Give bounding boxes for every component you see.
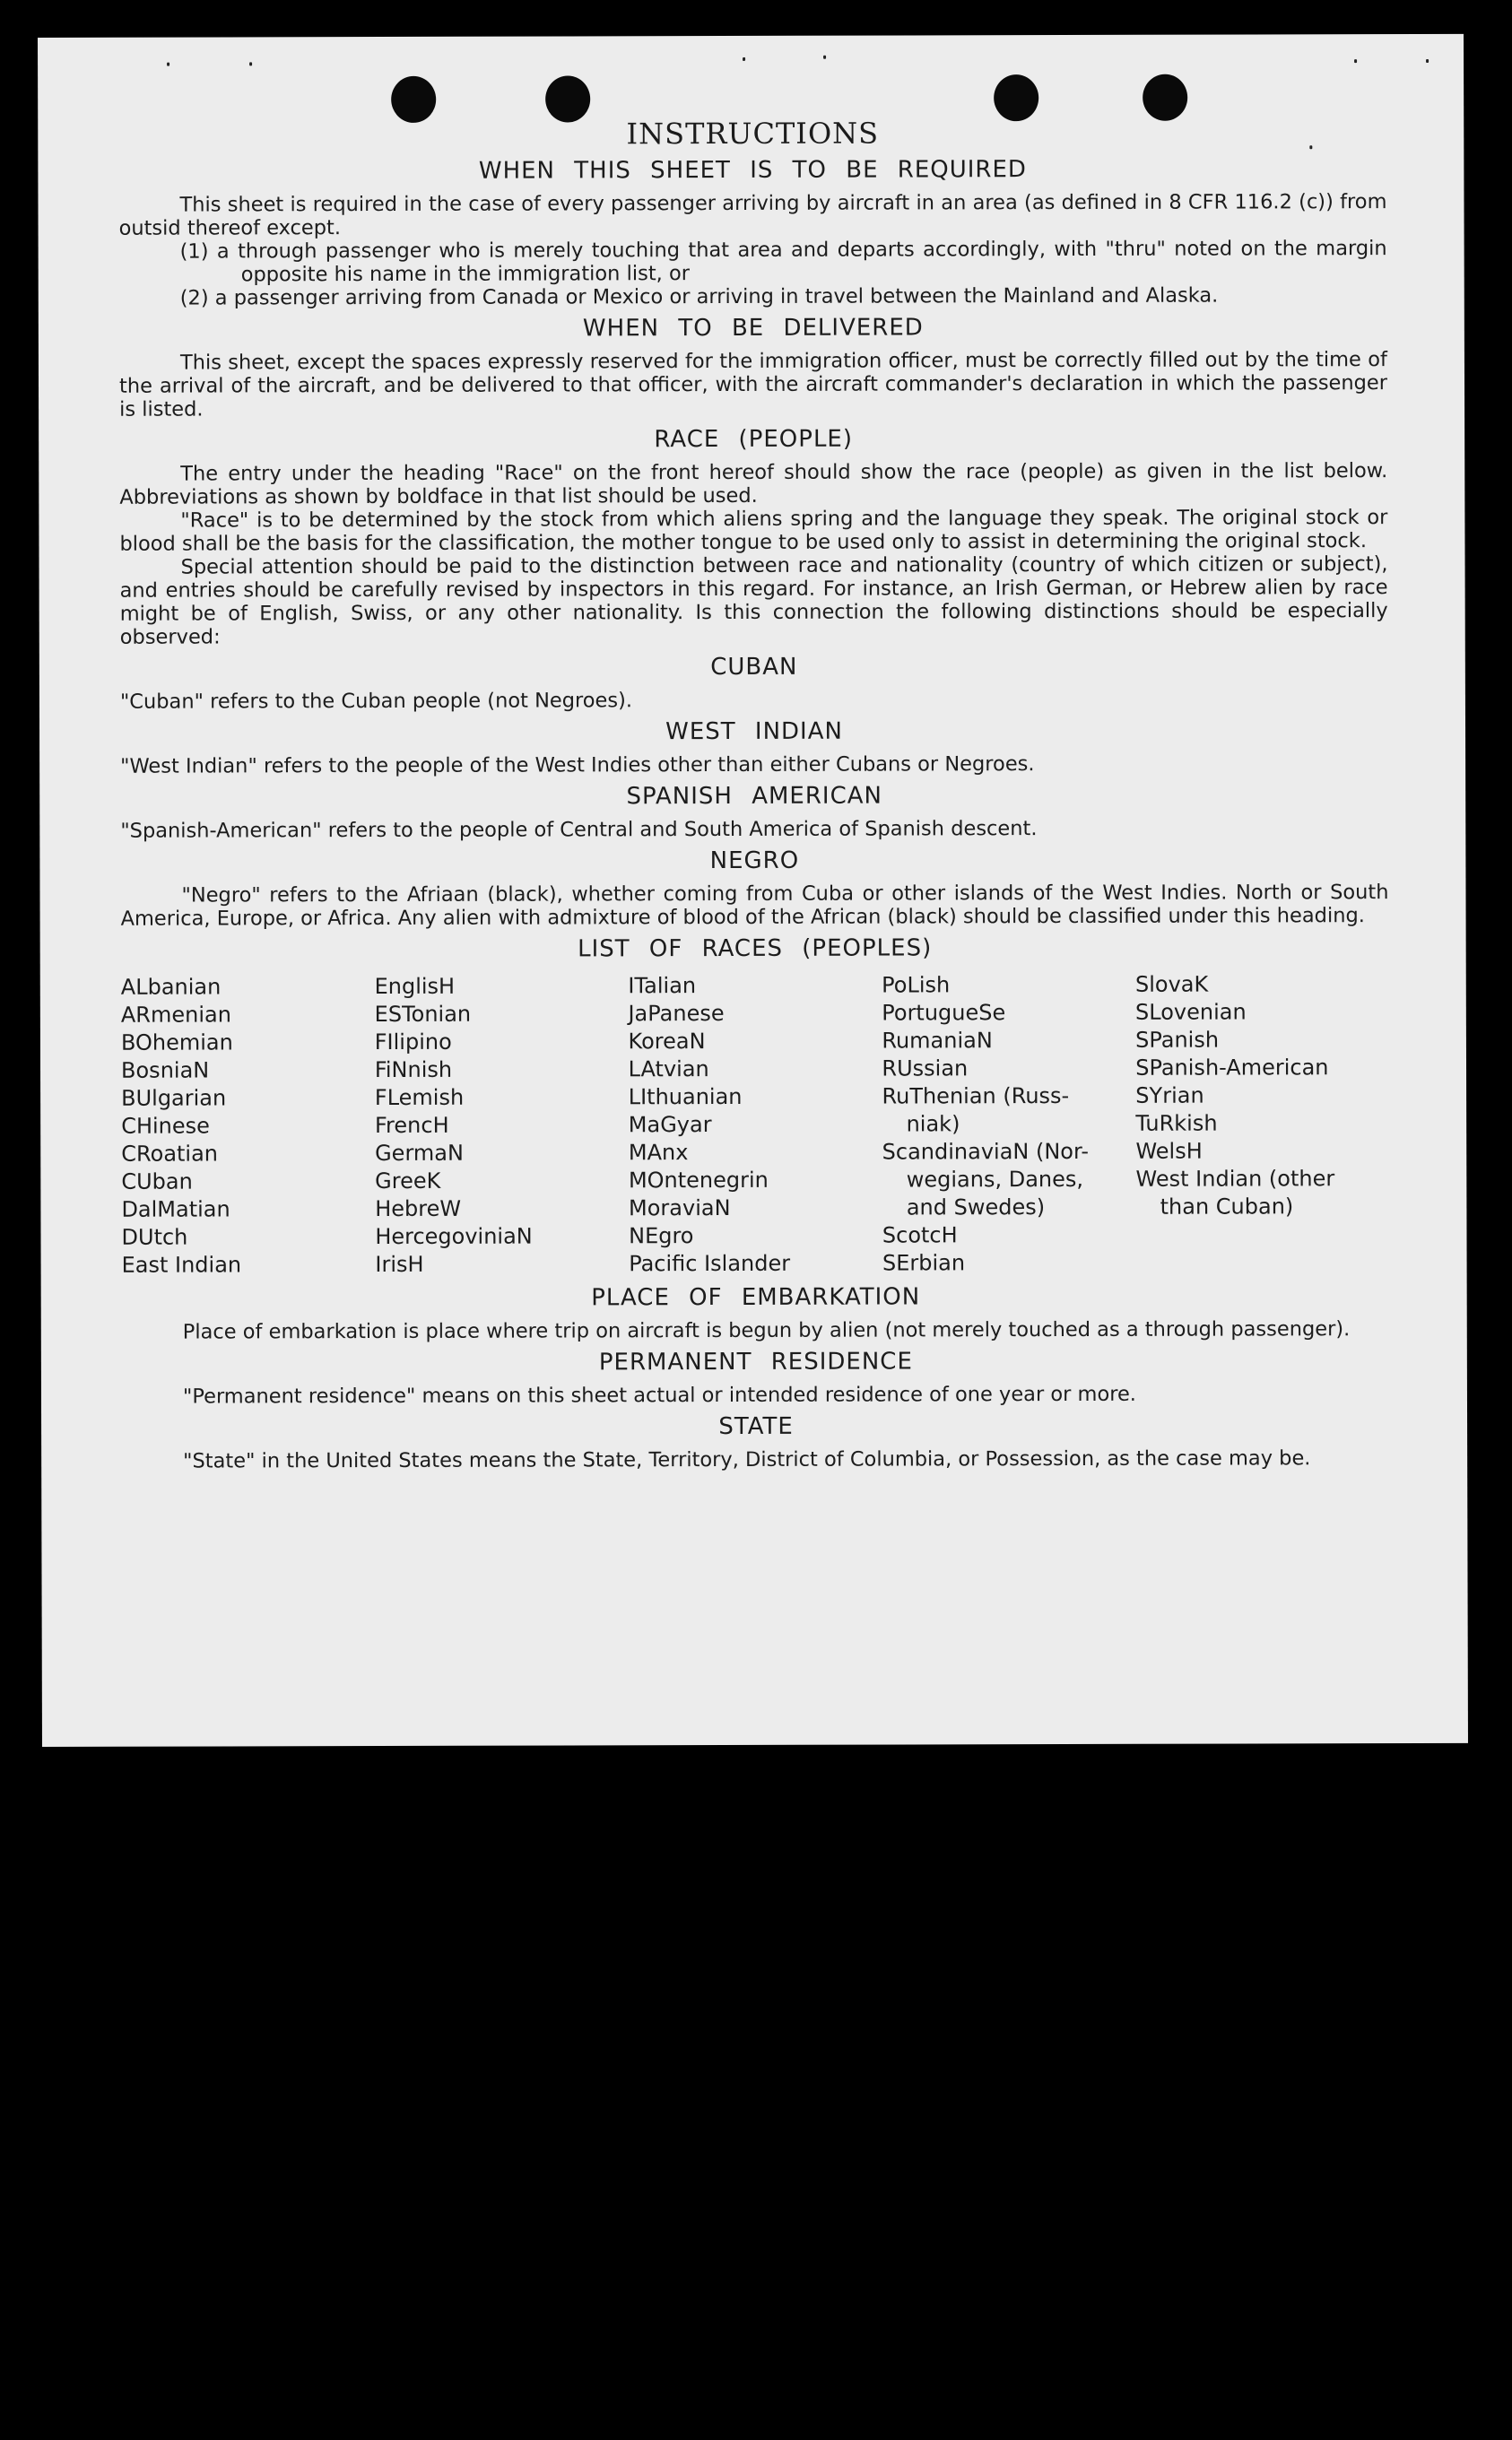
race-list-item: FLemish — [374, 1084, 465, 1111]
paragraph-delivered: This sheet, except the spaces expressly reserved for the immigration officer, must be correctly filled out by the time of the arrival of the aircraft, and be delivered to that officer, with the aircraft commander's declaration in which the passenger is listed. — [118, 348, 1388, 421]
heading-race: RACE (PEOPLE) — [654, 425, 854, 454]
heading-list-of-races: LIST OF RACES (PEOPLES) — [578, 934, 933, 963]
speck — [1354, 59, 1357, 63]
race-list-table — [121, 970, 1390, 1280]
race-list-item: GermaN — [375, 1140, 464, 1167]
race-list-item: WelsH — [1135, 1138, 1203, 1164]
race-list-item: East Indian — [121, 1252, 242, 1278]
document-sheet — [38, 34, 1468, 1747]
race-list-item: niak) — [906, 1111, 960, 1137]
paragraph-embarkation: Place of embarkation is place where trip on aircraft is begun by alien (not merely touched as a through passenger). — [182, 1317, 1351, 1344]
race-list-item: MAnx — [628, 1140, 689, 1166]
speck — [1426, 59, 1429, 63]
paragraph-cuban: "Cuban" refers to the Cuban people (not Negroes). — [119, 689, 633, 714]
race-column — [628, 972, 882, 1279]
speck — [823, 56, 826, 59]
race-list-item: PortugueSe — [882, 1000, 1006, 1026]
speck — [743, 57, 745, 61]
race-list-item: wegians, Danes, — [906, 1166, 1084, 1193]
race-column — [1135, 970, 1390, 1277]
race-list-item: RUssian — [882, 1055, 969, 1081]
race-list-item: MaGyar — [628, 1112, 712, 1138]
race-list-item: ESTonian — [374, 1001, 472, 1028]
race-list-item: CHinese — [121, 1113, 210, 1139]
paragraph-negro: "Negro" refers to the Afriaan (black), whether coming from Cuba or other islands of the West Indies. North or South America, Europe, or Africa. Any alien with admixture of blood of the African (black) should be classified under this heading. — [120, 881, 1389, 931]
heading-when-required: WHEN THIS SHEET IS TO BE REQUIRED — [478, 156, 1027, 185]
race-list-item: JaPanese — [628, 1000, 725, 1027]
race-list-item: PoLish — [882, 972, 951, 998]
race-list-item: LIthuanian — [628, 1083, 743, 1110]
heading-permanent-residence: PERMANENT RESIDENCE — [598, 1348, 913, 1376]
heading-west-indian: WEST INDIAN — [665, 717, 843, 746]
page-title: INSTRUCTIONS — [626, 116, 880, 152]
paragraph-state: "State" in the United States means the State, Territory, District of Columbia, or Possession, as the case may be. — [183, 1446, 1311, 1473]
heading-state: STATE — [718, 1412, 794, 1441]
paragraph-race-3: Special attention should be paid to the distinction between race and nationality (country of which citizen or subject), and entries should be carefully revised by inspectors in this regard. For instance, an Irish German, or Hebrew alien by race might be of English, Swiss, or any other nationality. Is this connection the following distinctions should be especially observed: — [119, 552, 1388, 649]
race-list-item: West Indian (other — [1135, 1166, 1335, 1192]
race-list-item: BosniaN — [120, 1057, 210, 1083]
race-column — [375, 972, 630, 1279]
paragraph-race-1: The entry under the heading "Race" on the front hereof should show the race (people) as given in the list below. Abbreviations as shown by boldface in that list should be used. — [119, 459, 1388, 509]
race-list-item: RumaniaN — [882, 1028, 993, 1054]
race-list-item: BOhemian — [120, 1029, 233, 1055]
race-list-item: Pacific Islander — [629, 1250, 791, 1277]
race-list-item: EnglisH — [374, 973, 456, 1000]
race-list-item: and Swedes) — [906, 1194, 1046, 1220]
paragraph-spanish-american: "Spanish-American" refers to the people of Central and South America of Spanish descent. — [120, 817, 1038, 843]
paragraph-west-indian: "West Indian" refers to the people of the West Indies other than either Cubans or Negroes. — [120, 752, 1035, 778]
race-list-item: MOntenegrin — [628, 1167, 769, 1194]
speck — [249, 62, 252, 65]
punch-hole — [1143, 74, 1187, 121]
paragraph-race-2: "Race" is to be determined by the stock from which aliens spring and the language they speak. The original stock or blood shall be the basis for the classification, the mother tongue to be used only to assist in determining the original stock. — [119, 506, 1388, 556]
race-list-item: GreeK — [375, 1168, 441, 1194]
heading-place-of-embarkation: PLACE OF EMBARKATION — [591, 1283, 921, 1312]
race-list-item: ScotcH — [882, 1222, 958, 1248]
punch-hole — [391, 76, 436, 123]
race-list-item: SErbian — [882, 1250, 966, 1276]
race-list-item: SYrian — [1135, 1082, 1204, 1108]
race-list-item: SPanish — [1135, 1027, 1220, 1053]
race-list-item: BUlgarian — [121, 1085, 227, 1111]
race-list-item: FrencH — [374, 1112, 449, 1139]
race-list-item: DUtch — [121, 1224, 188, 1250]
heading-spanish-american: SPANISH AMERICAN — [626, 782, 883, 811]
race-list-item: CUban — [121, 1168, 193, 1194]
race-list-item: CRoatian — [121, 1141, 219, 1167]
race-list-item: FIlipino — [374, 1029, 452, 1055]
paragraph-required-item-2: (2) a passenger arriving from Canada or Mexico or arriving in travel between the Mainland and Alaska. — [179, 283, 1219, 310]
race-list-item: SPanish-American — [1135, 1055, 1329, 1081]
race-list-item: RuThenian (Russ- — [882, 1082, 1070, 1109]
race-list-item: ARmenian — [120, 1002, 231, 1028]
race-column — [882, 971, 1136, 1278]
race-list-item: LAtvian — [628, 1056, 709, 1082]
heading-when-delivered: WHEN TO BE DELIVERED — [582, 314, 924, 343]
paragraph-residence: "Permanent residence" means on this sheet actual or intended residence of one year or more. — [182, 1382, 1136, 1409]
race-list-item: FiNnish — [374, 1056, 453, 1083]
race-list-item: MoraviaN — [628, 1194, 731, 1221]
race-list-item: SlovaK — [1134, 971, 1209, 997]
race-list-item: IrisH — [375, 1251, 424, 1278]
heading-cuban: CUBAN — [710, 653, 798, 682]
race-list-item: HercegoviniaN — [375, 1223, 533, 1250]
instructions-content — [118, 115, 1390, 1473]
race-list-item: DalMatian — [121, 1196, 230, 1222]
paragraph-required-item-1: (1) a through passenger who is merely touching that area and departs accordingly, with "thru" noted on the margin opposite his name in the immigration list, or — [179, 237, 1387, 287]
race-list-item: ScandinaviaN (Nor- — [882, 1138, 1090, 1165]
race-list-item: than Cuban) — [1160, 1194, 1294, 1220]
race-list-item: ITalian — [628, 973, 697, 999]
heading-negro: NEGRO — [709, 847, 800, 875]
paragraph-required-intro: This sheet is required in the case of every passenger arriving by aircraft in an area (as defined in 8 CFR 116.2 (c)) from outsid thereof except. — [118, 190, 1387, 240]
race-column — [121, 973, 376, 1280]
race-list-item: TuRkish — [1135, 1110, 1218, 1136]
race-list-item: NEgro — [629, 1223, 694, 1249]
punch-hole — [545, 75, 590, 122]
race-list-item: KoreaN — [628, 1029, 706, 1055]
race-list-item: HebreW — [375, 1195, 462, 1222]
speck — [167, 63, 169, 66]
punch-hole — [994, 74, 1038, 121]
race-list-item: SLovenian — [1135, 999, 1247, 1025]
race-list-item: ALbanian — [120, 974, 222, 1000]
